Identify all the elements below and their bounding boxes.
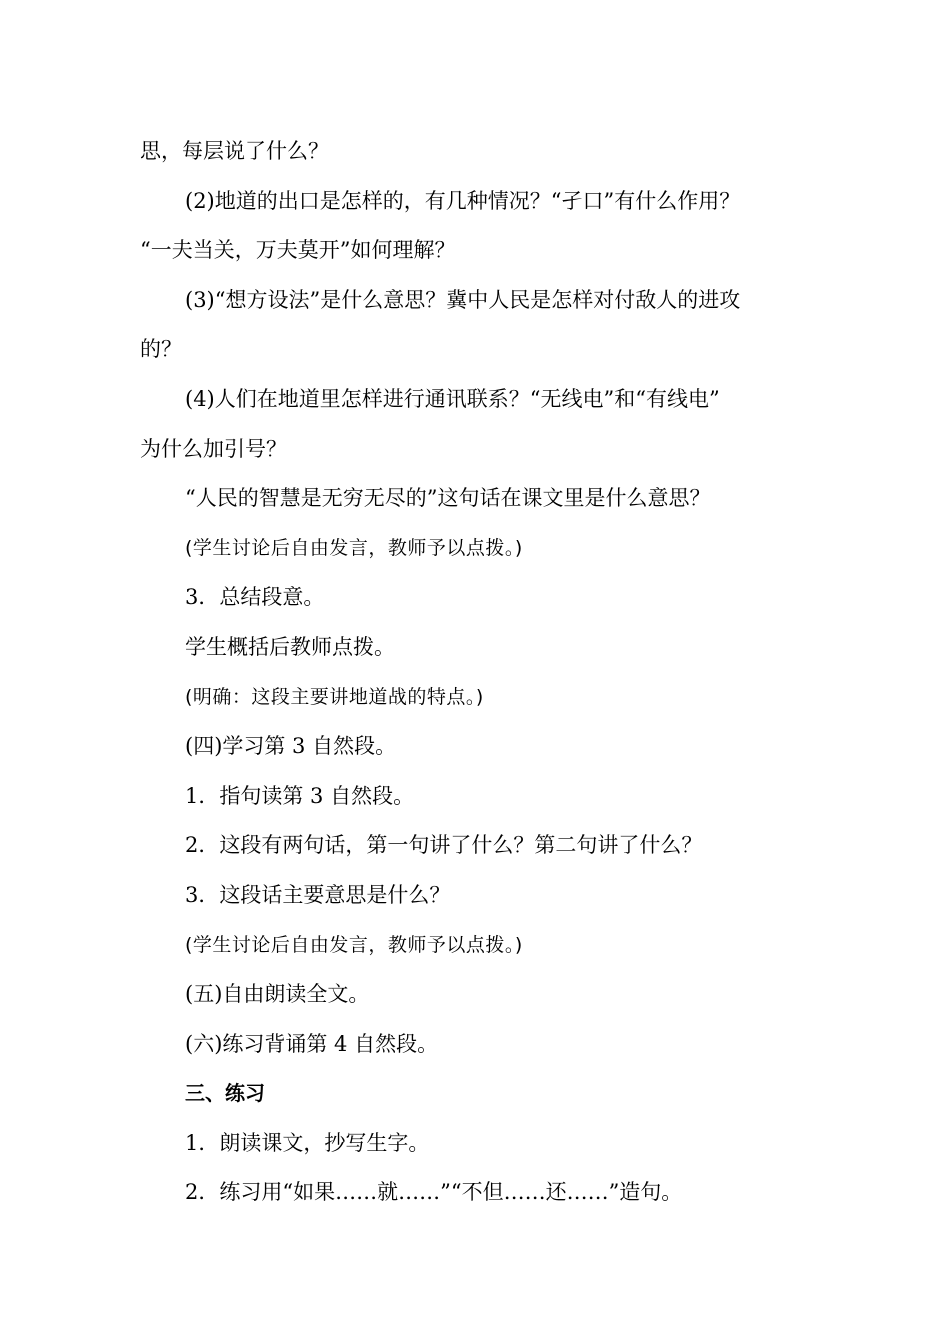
section-6-title: (六)练习背诵第 4 自然段。	[185, 1031, 439, 1056]
exercise-heading: 三、练习	[185, 1081, 265, 1106]
teacher-note: (明确：这段主要讲地道战的特点。)	[185, 685, 484, 708]
section-4-title: (四)学习第 3 自然段。	[185, 734, 397, 759]
exercise-2: 2．练习用“如果……就……”“不但……还……”造句。	[185, 1180, 683, 1205]
text-line: 为什么加引号？	[140, 436, 287, 461]
text-line: 学生概括后教师点拨。	[185, 634, 395, 659]
step-3: 3．这段话主要意思是什么？	[185, 882, 451, 907]
step-3: 3．总结段意。	[185, 585, 325, 610]
step-2: 2．这段有两句话，第一句讲了什么？第二句讲了什么？	[185, 833, 703, 858]
text-line: “一夫当关，万夫莫开”如何理解？	[140, 238, 456, 263]
step-1: 1．指句读第 3 自然段。	[185, 783, 415, 808]
question-3: (3)“想方设法”是什么意思？冀中人民是怎样对付敌人的进攻	[185, 287, 741, 312]
text-line: 思，每层说了什么？	[140, 139, 329, 163]
teacher-note: (学生讨论后自由发言，教师予以点拨。)	[185, 536, 523, 559]
section-5-title: (五)自由朗读全文。	[185, 982, 370, 1007]
question-4: (4)人们在地道里怎样进行通讯联系？“无线电”和“有线电”	[185, 386, 720, 411]
question-2: (2)地道的出口是怎样的，有几种情况？“孑口”有什么作用？	[185, 188, 741, 213]
document-body	[140, 129, 812, 1220]
exercise-1: 1．朗读课文，抄写生字。	[185, 1130, 430, 1155]
text-line: 的？	[140, 337, 182, 362]
teacher-note: (学生讨论后自由发言，教师予以点拨。)	[185, 933, 523, 956]
question-5: “人民的智慧是无穷无尽的”这句话在课文里是什么意思？	[185, 486, 711, 511]
